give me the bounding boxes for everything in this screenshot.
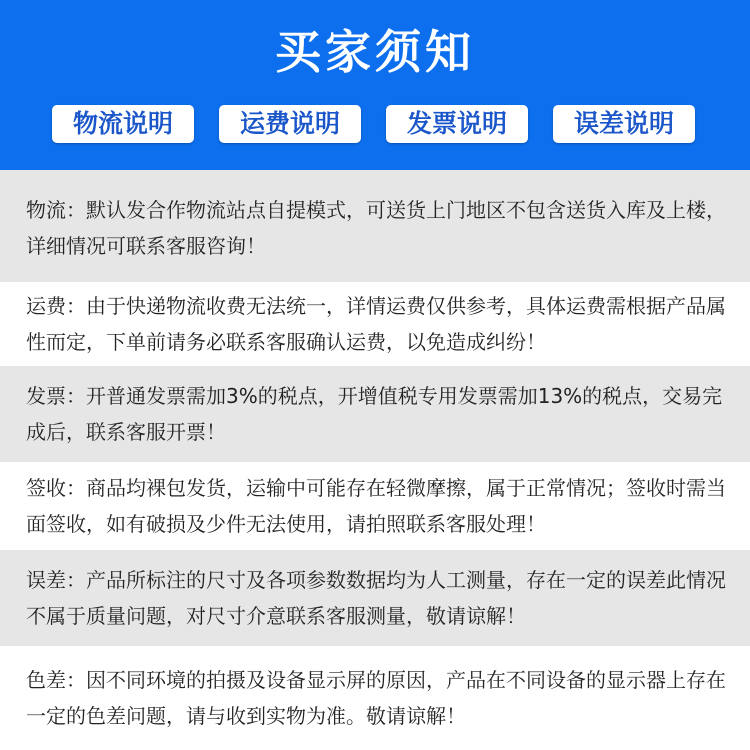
notice-error [0, 550, 750, 646]
notice-color-difference-text: 色差：因不同环境的拍摄及设备显示屏的原因，产品在不同设备的显示器上存在一定的色差问题，请与收到实物为准。敬请谅解！ [26, 668, 726, 728]
header-banner [0, 0, 750, 170]
page-title: 买家须知 [275, 25, 475, 79]
notice-logistics-text: 物流：默认发合作物流站点自提模式，可送货上门地区不包含送货入库及上楼，详细情况可联系客服咨询！ [26, 198, 726, 258]
notice-list [0, 170, 750, 750]
notice-logistics [0, 170, 750, 282]
notice-shipping-fee-text: 运费：由于快递物流收费无法统一，详情运费仅供参考，具体运费需根据产品属性而定，下单前请务必联系客服确认运费，以免造成纠纷！ [26, 294, 726, 354]
notice-invoice [0, 366, 750, 462]
notice-error-text: 误差：产品所标注的尺寸及各项参数数据均为人工测量，存在一定的误差此情况不属于质量问题，对尺寸介意联系客服测量，敬请谅解！ [26, 568, 726, 628]
notice-receipt-text: 签收：商品均裸包发货，运输中可能存在轻微摩擦，属于正常情况；签收时需当面签收，如有破损及少件无法使用，请拍照联系客服处理！ [26, 476, 726, 536]
tab-error[interactable]: 误差说明 [553, 105, 695, 143]
notice-invoice-text: 发票：开普通发票需加3%的税点，开增值税专用发票需加13%的税点，交易完成后，联系客服开票！ [26, 384, 723, 444]
tab-shipping-fee[interactable]: 运费说明 [219, 105, 361, 143]
notice-color-difference [0, 646, 750, 750]
tab-invoice[interactable]: 发票说明 [386, 105, 528, 143]
tab-logistics[interactable]: 物流说明 [52, 105, 194, 143]
notice-shipping-fee [0, 282, 750, 366]
notice-receipt [0, 462, 750, 550]
